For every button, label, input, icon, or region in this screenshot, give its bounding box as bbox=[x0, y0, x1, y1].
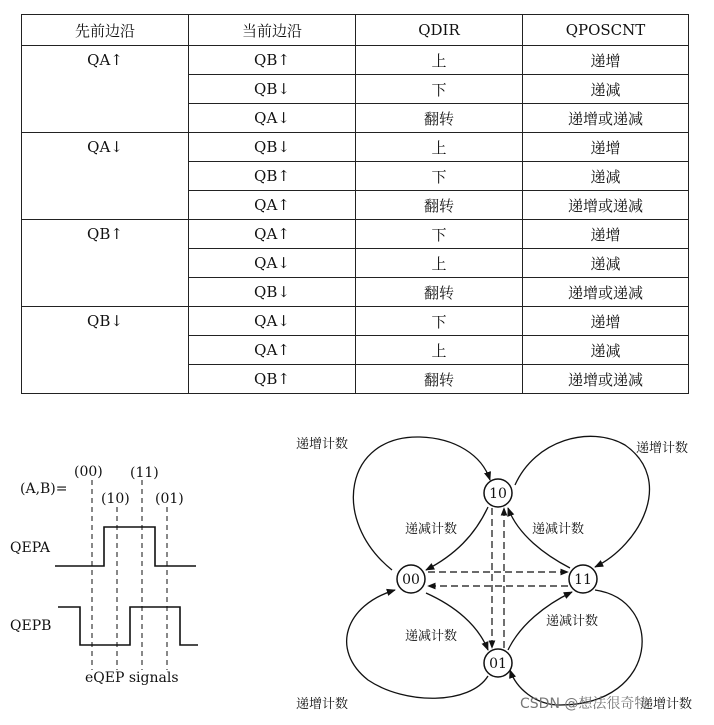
cell-previous-edge: QB↓ bbox=[22, 307, 189, 336]
cell-qposcnt: 递增 bbox=[523, 307, 689, 336]
outer-arc-10-to-11 bbox=[515, 436, 649, 567]
cell-qdir: 翻转 bbox=[356, 191, 523, 220]
state-label-11: (11) bbox=[130, 465, 159, 481]
cell-qdir: 上 bbox=[356, 133, 523, 162]
cell-qposcnt: 递增或递减 bbox=[523, 191, 689, 220]
cell-qdir: 翻转 bbox=[356, 278, 523, 307]
cell-previous-edge: QB↑ bbox=[22, 220, 189, 249]
cell-qposcnt: 递增 bbox=[523, 46, 689, 75]
cell-qdir: 下 bbox=[356, 75, 523, 104]
cell-current-edge: QA↓ bbox=[189, 249, 356, 278]
eqep-signals-caption: eQEP signals bbox=[85, 670, 179, 686]
header-qdir: QDIR bbox=[356, 15, 523, 46]
cell-current-edge: QB↑ bbox=[189, 162, 356, 191]
timing-diagram bbox=[10, 464, 198, 686]
outer-label-bottom-right: 递增计数 bbox=[640, 697, 693, 712]
cell-current-edge: QA↑ bbox=[189, 336, 356, 365]
cell-previous-edge: QA↑ bbox=[22, 46, 189, 75]
cell-current-edge: QA↑ bbox=[189, 220, 356, 249]
ab-label: (A,B)= bbox=[20, 481, 68, 497]
cell-qdir: 下 bbox=[356, 220, 523, 249]
svg-text:11: 11 bbox=[574, 572, 592, 588]
state-node-01 bbox=[484, 649, 512, 677]
cell-qposcnt: 递减 bbox=[523, 162, 689, 191]
cell-qdir: 上 bbox=[356, 249, 523, 278]
cell-previous-edge: QA↓ bbox=[22, 133, 189, 162]
inner-arc-10-to-00 bbox=[426, 507, 488, 570]
state-label-00: (00) bbox=[74, 464, 103, 480]
cell-qposcnt: 递增或递减 bbox=[523, 278, 689, 307]
cell-qposcnt: 递减 bbox=[523, 336, 689, 365]
state-node-11 bbox=[569, 565, 597, 593]
cell-current-edge: QA↓ bbox=[189, 104, 356, 133]
outer-label-top-left: 递增计数 bbox=[296, 437, 349, 452]
state-label-01: (01) bbox=[155, 491, 184, 507]
cell-qposcnt: 递减 bbox=[523, 75, 689, 104]
svg-text:01: 01 bbox=[489, 656, 507, 672]
cell-qdir: 上 bbox=[356, 46, 523, 75]
outer-label-top-right: 递增计数 bbox=[636, 441, 689, 456]
state-node-10 bbox=[484, 479, 512, 507]
header-previous-edge: 先前边沿 bbox=[22, 15, 189, 46]
state-node-00 bbox=[397, 565, 425, 593]
inner-label-lower-left: 递减计数 bbox=[405, 629, 458, 644]
qepa-label: QEPA bbox=[10, 540, 50, 556]
cell-current-edge: QB↑ bbox=[189, 46, 356, 75]
svg-text:10: 10 bbox=[489, 486, 507, 502]
inner-arc-11-to-10 bbox=[508, 508, 570, 568]
cell-qdir: 下 bbox=[356, 162, 523, 191]
cell-current-edge: QA↓ bbox=[189, 307, 356, 336]
svg-text:00: 00 bbox=[402, 572, 420, 588]
cell-qposcnt: 递增或递减 bbox=[523, 365, 689, 394]
cell-qposcnt: 递增 bbox=[523, 133, 689, 162]
cell-current-edge: QB↑ bbox=[189, 365, 356, 394]
outer-label-bottom-left: 递增计数 bbox=[296, 697, 349, 712]
cell-qposcnt: 递减 bbox=[523, 249, 689, 278]
header-qposcnt: QPOSCNT bbox=[523, 15, 689, 46]
cell-qposcnt: 递增 bbox=[523, 220, 689, 249]
cell-qdir: 翻转 bbox=[356, 365, 523, 394]
qepb-waveform bbox=[58, 607, 198, 645]
inner-label-lower-right: 递减计数 bbox=[546, 614, 599, 629]
header-current-edge: 当前边沿 bbox=[189, 15, 356, 46]
cell-qdir: 上 bbox=[356, 336, 523, 365]
state-label-10: (10) bbox=[101, 491, 130, 507]
cell-current-edge: QB↓ bbox=[189, 278, 356, 307]
inner-label-upper-left: 递减计数 bbox=[405, 522, 458, 537]
cell-qdir: 下 bbox=[356, 307, 523, 336]
cell-current-edge: QB↓ bbox=[189, 133, 356, 162]
outer-arc-11-to-01 bbox=[510, 590, 642, 705]
state-diagram bbox=[296, 436, 692, 712]
inner-label-upper-right: 递减计数 bbox=[532, 522, 585, 537]
cell-current-edge: QA↑ bbox=[189, 191, 356, 220]
qepa-waveform bbox=[55, 527, 196, 566]
cell-current-edge: QB↓ bbox=[189, 75, 356, 104]
outer-arc-00-to-10 bbox=[353, 437, 490, 570]
qepb-label: QEPB bbox=[10, 618, 52, 634]
cell-qdir: 翻转 bbox=[356, 104, 523, 133]
cell-qposcnt: 递增或递减 bbox=[523, 104, 689, 133]
csdn-watermark: CSDN @想法很奇特 bbox=[520, 696, 649, 712]
outer-arc-01-to-00 bbox=[347, 590, 488, 698]
